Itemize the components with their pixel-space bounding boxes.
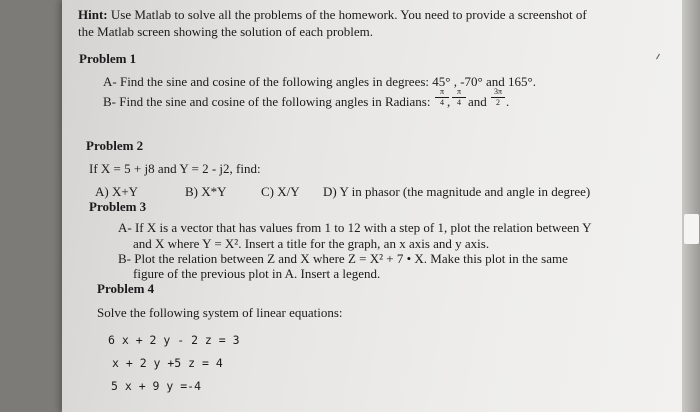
- problem-3-part-a-line-2: and X where Y = X². Insert a title for the graph, an x axis and y axis.: [133, 236, 490, 251]
- problem-3-title: Problem 3: [89, 199, 147, 214]
- hint-text-1: Use Matlab to solve all the problems of the homework. You need to provide a screenshot of: [110, 7, 587, 22]
- light-spot: [684, 214, 699, 244]
- problem-4-intro: Solve the following system of linear equations:: [97, 305, 343, 320]
- equation-2: x + 2 y +5 z = 4: [112, 356, 223, 370]
- equation-1: 6 x + 2 y - 2 z = 3: [108, 333, 240, 347]
- problem-1-part-b-text: B- Find the sine and cosine of the following angles in Radians:: [103, 94, 431, 109]
- equation-3: 5 x + 9 y =-4: [111, 379, 202, 393]
- problem-2-given: If X = 5 + j8 and Y = 2 - j2, find:: [89, 161, 261, 176]
- background-edge: [682, 0, 700, 412]
- problem-2-option-b: B) X*Y: [185, 184, 227, 199]
- fraction-separator: ,: [447, 94, 451, 109]
- problem-1-title: Problem 1: [79, 51, 137, 66]
- worksheet-page: [62, 0, 682, 412]
- problem-2-option-a: A) X+Y: [95, 184, 139, 199]
- problem-2-option-c: C) X/Y: [261, 184, 300, 199]
- fraction-end: .: [506, 94, 510, 109]
- problem-3-part-a-line-1: A- If X is a vector that has values from 1 to 12 with a step of 1, plot the relation between Y: [118, 220, 592, 235]
- problem-3-part-b-line-1: B- Plot the relation between Z and X where Z = X² + 7 • X. Make this plot in the same: [118, 251, 568, 266]
- hint-label: Hint:: [78, 7, 108, 22]
- fraction-3pi-over-2: $\frac{3\pi}{2}$: [491, 88, 505, 107]
- problem-4-title: Problem 4: [97, 281, 155, 296]
- problem-3-part-b-line-2: figure of the previous plot in A. Insert a legend.: [133, 266, 381, 281]
- fraction-pi-over-4-a: $\frac{\pi}{4}$: [435, 88, 449, 107]
- hint-line-2: the Matlab screen showing the solution of each problem.: [78, 24, 373, 39]
- problem-1-part-a: A- Find the sine and cosine of the following angles in degrees: 45° , -70° and 165°.: [103, 74, 536, 89]
- hint-line-1: [78, 7, 587, 22]
- problem-1-part-b: [103, 94, 430, 109]
- fraction-pi-over-4-b: $\frac{\pi}{4}$: [452, 88, 466, 107]
- fraction-and: and: [468, 94, 487, 109]
- problem-2-option-d: D) Y in phasor (the magnitude and angle in degree): [323, 184, 591, 199]
- problem-2-title: Problem 2: [86, 138, 144, 153]
